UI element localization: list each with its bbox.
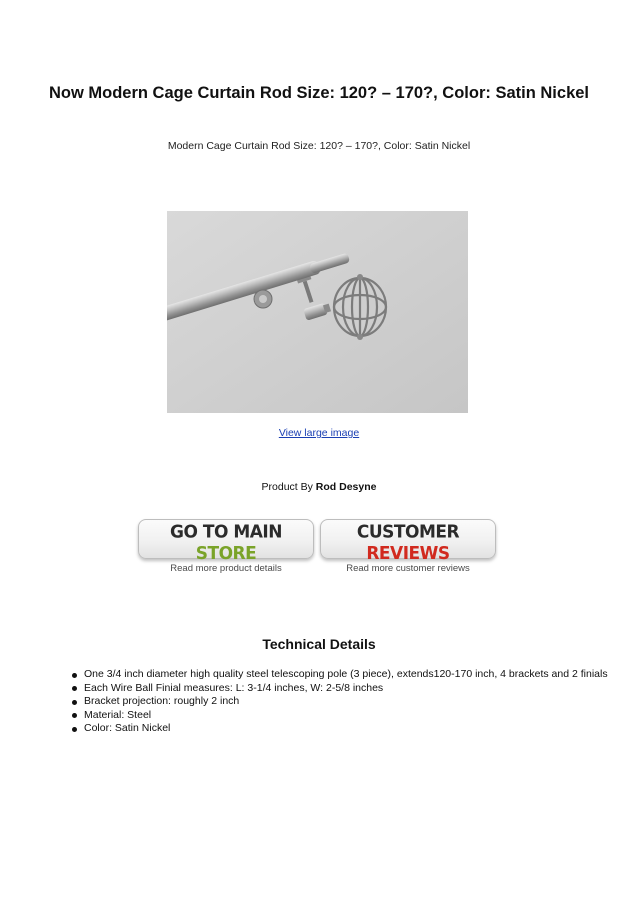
product-by bbox=[0, 481, 638, 493]
product-by-prefix: Product By bbox=[261, 481, 316, 493]
reviews-heading-part1: CUSTOMER bbox=[356, 522, 460, 543]
list-item: One 3/4 inch diameter high quality steel telescoping pole (3 piece), extends120-170 inch, 4 brackets and 2 finials bbox=[84, 668, 629, 682]
technical-details-list bbox=[60, 668, 629, 736]
reviews-button-caption: Read more customer reviews bbox=[346, 563, 470, 574]
main-store-heading-part1: GO TO MAIN bbox=[170, 522, 282, 543]
customer-reviews-button[interactable] bbox=[320, 519, 496, 574]
main-store-button-caption: Read more product details bbox=[170, 563, 282, 574]
main-store-button-heading bbox=[139, 522, 313, 564]
reviews-button-heading bbox=[321, 522, 495, 564]
list-item: Material: Steel bbox=[84, 709, 629, 723]
page-subtitle: Modern Cage Curtain Rod Size: 120? – 170?, Color: Satin Nickel bbox=[167, 140, 471, 152]
page-title: Now Modern Cage Curtain Rod Size: 120? – 170?, Color: Satin Nickel bbox=[48, 84, 590, 102]
technical-details-heading: Technical Details bbox=[262, 636, 376, 652]
go-to-main-store-button[interactable] bbox=[138, 519, 314, 574]
curtain-rod-illustration bbox=[167, 211, 468, 413]
list-item: Color: Satin Nickel bbox=[84, 722, 629, 736]
main-store-heading-part2: STORE bbox=[195, 543, 257, 564]
rosette bbox=[254, 290, 272, 308]
reviews-heading-part2: REVIEWS bbox=[366, 543, 450, 564]
product-image[interactable] bbox=[167, 211, 468, 413]
list-item: Each Wire Ball Finial measures: L: 3-1/4 inches, W: 2-5/8 inches bbox=[84, 682, 629, 696]
view-large-image-link[interactable]: View large image bbox=[278, 427, 360, 439]
list-item: Bracket projection: roughly 2 inch bbox=[84, 695, 629, 709]
brand-name[interactable]: Rod Desyne bbox=[315, 481, 377, 493]
